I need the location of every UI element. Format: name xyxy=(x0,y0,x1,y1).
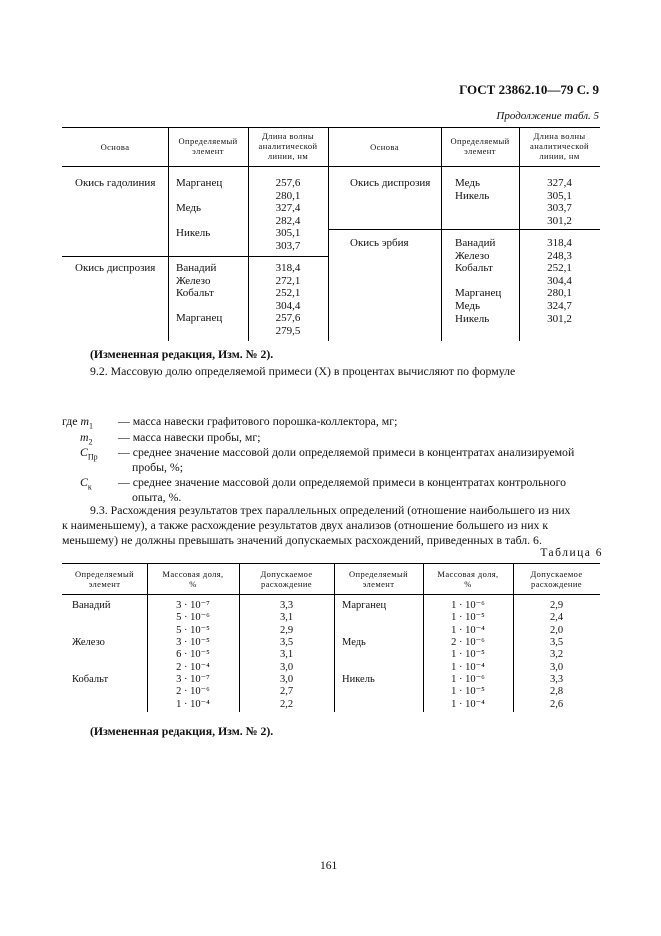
page-number: 161 xyxy=(320,860,338,872)
table-rule xyxy=(62,563,600,564)
revision-note: (Измененная редакция, Изм. № 2). xyxy=(90,724,274,738)
table-cell-elements: Марганец Медь Никель xyxy=(176,177,223,240)
where-line: где $m_1$ xyxy=(62,414,93,431)
table-rule xyxy=(62,594,600,595)
table-cell-fractions: 3 · 10⁻⁷ 2 · 10⁻⁶ 1 · 10⁻⁴ xyxy=(176,674,210,710)
column-header-wavelength: Длина волны аналитической линии, нм xyxy=(530,131,589,161)
table-cell-base: Окись диспрозия xyxy=(75,262,156,274)
where-line: $m_2$ xyxy=(80,430,93,447)
table-cell-fractions: 1 · 10⁻⁶ 1 · 10⁻⁵ 1 · 10⁻⁴ xyxy=(451,674,485,710)
table-cell-fractions: 2 · 10⁻⁶ 1 · 10⁻⁵ 1 · 10⁻⁴ xyxy=(451,637,485,673)
column-header-allowed: Допускаемое расхождение xyxy=(530,569,583,589)
column-header-element: Определяемый элемент xyxy=(450,136,510,156)
table-cell-allowed: 2,9 2,4 2,0 xyxy=(549,600,564,636)
table-rule xyxy=(168,127,169,341)
table-cell-base: Окись диспрозия xyxy=(350,177,431,189)
table-cell-base: Окись эрбия xyxy=(350,237,409,249)
table-cell-values: 318,4 248,3 252,1 304,4 280,1 324,7 301,2 xyxy=(547,237,572,325)
document-reference: ГОСТ 23862.10—79 С. 9 xyxy=(459,82,599,97)
table-cell-values: 257,6 280,1 327,4 282,4 305,1 303,7 xyxy=(275,177,301,252)
column-header-allowed: Допускаемое расхождение xyxy=(260,569,313,589)
table-cell-fractions: 3 · 10⁻⁷ 5 · 10⁻⁶ 5 · 10⁻⁵ xyxy=(176,600,210,636)
column-header-element: Определяемый элемент xyxy=(348,569,409,589)
table-cell-elements: Ванадий Железо Кобальт Марганец xyxy=(176,262,223,325)
table-cell-allowed: 3,5 3,1 3,0 xyxy=(279,637,294,673)
table-cell-values: 327,4 305,1 303,7 301,2 xyxy=(547,177,572,227)
table-rule xyxy=(328,229,600,230)
column-header-wavelength: Длина волны аналитической линии, нм xyxy=(258,131,318,161)
paragraph-line: к наименьшему), а также расхождение результатов двух анализов (отношение большего из них к xyxy=(62,518,549,532)
column-header-base: Основа xyxy=(370,142,399,152)
table-cell-elements: Медь Никель xyxy=(455,177,490,202)
table-cell-allowed: 3,3 3,1 2,9 xyxy=(279,600,294,636)
where-definition-cont: пробы, %; xyxy=(132,460,184,474)
table-cell-allowed: 3,5 3,2 3,0 xyxy=(549,637,564,673)
revision-note: (Измененная редакция, Изм. № 2). xyxy=(90,347,274,361)
paragraph-line: меньшему) не должны превышать значений допускаемых расхождений, приведенных в табл. 6. xyxy=(62,533,542,547)
table-cell-element: Железо xyxy=(72,637,105,648)
column-header-element: Определяемый элемент xyxy=(74,569,135,589)
where-line: $C_к$ xyxy=(80,475,92,492)
paragraph-9-2: 9.2. Массовую долю определяемой примеси (X) в процентах вычисляют по формуле xyxy=(90,364,516,378)
where-line: $C_{Пр}$ xyxy=(80,445,98,462)
column-header-fraction: Массовая доля, % xyxy=(162,569,224,589)
table-cell-element: Медь xyxy=(342,637,366,648)
where-definition: — масса навески графитового порошка-коллектора, мг; xyxy=(118,414,398,428)
column-header-element: Определяемый элемент xyxy=(178,136,238,156)
where-definition: — среднее значение массовой доли определяемой примеси в концентратах анализируемой xyxy=(118,445,575,459)
table-cell-element: Никель xyxy=(342,674,375,685)
column-header-base: Основа xyxy=(100,142,130,152)
table-cell-element: Ванадий xyxy=(72,600,111,611)
where-definition: — масса навески пробы, мг; xyxy=(118,430,261,444)
table-cell-element: Марганец xyxy=(342,600,387,611)
table-cell-fractions: 1 · 10⁻⁶ 1 · 10⁻⁵ 1 · 10⁻⁴ xyxy=(451,600,485,636)
table-cell-element: Кобальт xyxy=(72,674,109,685)
table-6-caption: Таблица 6 xyxy=(540,547,603,559)
table-rule xyxy=(441,127,442,341)
table-cell-allowed: 3,0 2,7 2,2 xyxy=(279,674,294,710)
table-rule xyxy=(328,127,329,341)
table-cell-values: 318,4 272,1 252,1 304,4 257,6 279,5 xyxy=(275,262,301,337)
where-definition-cont: опыта, %. xyxy=(132,490,182,504)
table-continuation-label: Продолжение табл. 5 xyxy=(496,110,599,122)
paragraph-line: 9.3. Расхождения результатов трех параллельных определений (отношение наибольшего из них xyxy=(90,503,571,517)
table-cell-fractions: 3 · 10⁻⁵ 6 · 10⁻⁵ 2 · 10⁻⁴ xyxy=(176,637,210,673)
table-cell-elements: Ванадий Железо Кобальт Марганец Медь Никель xyxy=(455,237,502,325)
column-header-fraction: Массовая доля, % xyxy=(437,569,499,589)
where-definition: — среднее значение массовой доли определяемой примеси в концентратах контрольного xyxy=(118,475,567,489)
table-cell-base: Окись гадолиния xyxy=(75,177,156,189)
table-cell-allowed: 3,3 2,8 2,6 xyxy=(549,674,564,710)
table-rule xyxy=(62,256,328,257)
